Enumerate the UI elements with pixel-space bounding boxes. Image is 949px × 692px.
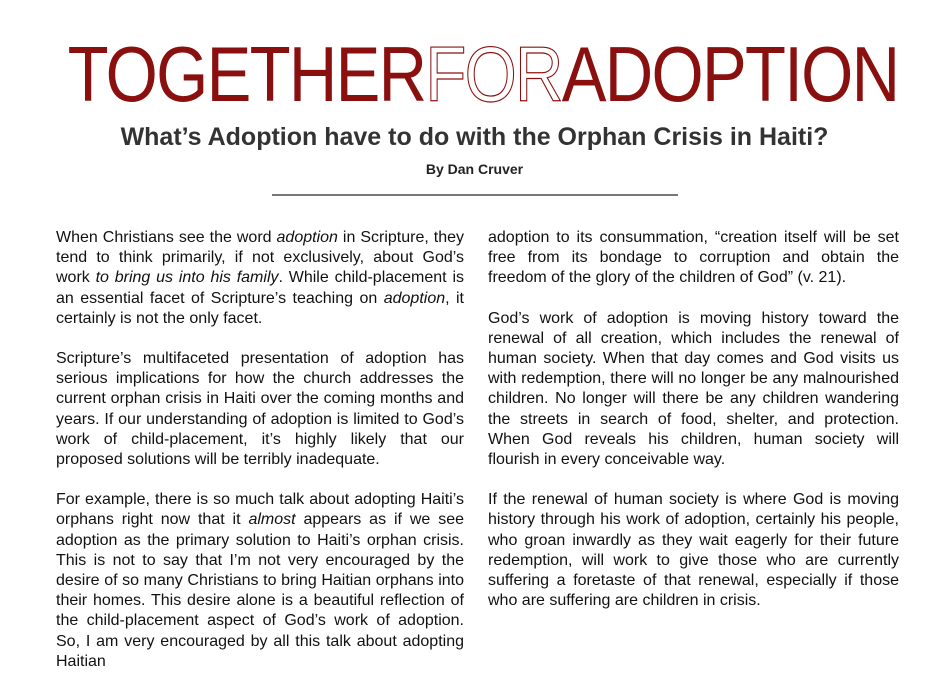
logo-together: TOGETHER — [67, 30, 426, 118]
italic-text: to bring us into his family — [95, 269, 279, 287]
text-run: . While child-placement is an essential facet of Scripture’s teaching on — [56, 269, 464, 307]
byline: By Dan Cruver — [425, 161, 524, 177]
logo-for: FOR — [425, 30, 562, 118]
text-run: appears as if we see adoption as the primary solution to Haiti’s orphan crisis. This is not to say that I’m not very encouraged by the desire of so many Christians to bring Haitian orphans into their homes. This desire alone is a beautiful reflection of the child-placement aspect of God’s work of adoption. So, I am very encouraged by all this talk about adopting Haitian — [56, 511, 464, 670]
text-run: in Scripture, they tend to think primarily, if not exclusively, about God’s work — [56, 229, 465, 287]
logo-adoption: ADOPTION — [561, 30, 899, 118]
text-run: When Christians see the word — [56, 229, 277, 246]
paragraph — [488, 309, 899, 471]
paragraph — [488, 228, 899, 289]
article-title: What’s Adoption have to do with the Orphan Crisis in Haiti? — [120, 123, 829, 151]
text-run: God’s work of adoption is moving history toward the renewal of all creation, which includes the renewal of human society. When that day comes and God visits us with redemption, there will no longer be any malnourished children. No longer will there be any children wandering the streets in search of food, shelter, and protection. When God reveals his children, human society will flourish in every conceivable way. — [488, 309, 899, 469]
divider — [272, 194, 678, 196]
paragraph — [56, 349, 464, 470]
paragraph — [56, 490, 464, 672]
paragraph — [56, 228, 464, 329]
text-run: If the renewal of human society is where God is moving history through his work of adoption, certainly his people, who groan inwardly as they wait eagerly for their future redemption, will work to give those who are currently suffering a foretaste of that renewal, especially if those who are suffering are children in crisis. — [488, 491, 899, 610]
right-column — [488, 228, 899, 631]
text-run: Scripture’s multifaceted presentation of adoption has serious implications for how the church addresses the current orphan crisis in Haiti over the coming months and years. If our understanding of adoption is limited to God’s work of child-placement, it’s highly likely that our proposed solutions will be terribly inadequate. — [56, 350, 464, 469]
text-run: adoption to its consummation, “creation itself will be set free from its bondage to corruption and obtain the freedom of the glory of the children of God” (v. 21). — [488, 229, 899, 287]
italic-text: adoption — [383, 289, 446, 307]
paragraph — [488, 490, 899, 611]
left-column — [56, 228, 464, 692]
text-run: , it certainly is not the only facet. — [56, 289, 465, 327]
italic-text: almost — [248, 511, 296, 529]
italic-text: adoption — [276, 229, 338, 246]
text-run: For example, there is so much talk about adopting Haiti’s orphans right now that it — [56, 491, 464, 529]
logo — [0, 30, 949, 118]
